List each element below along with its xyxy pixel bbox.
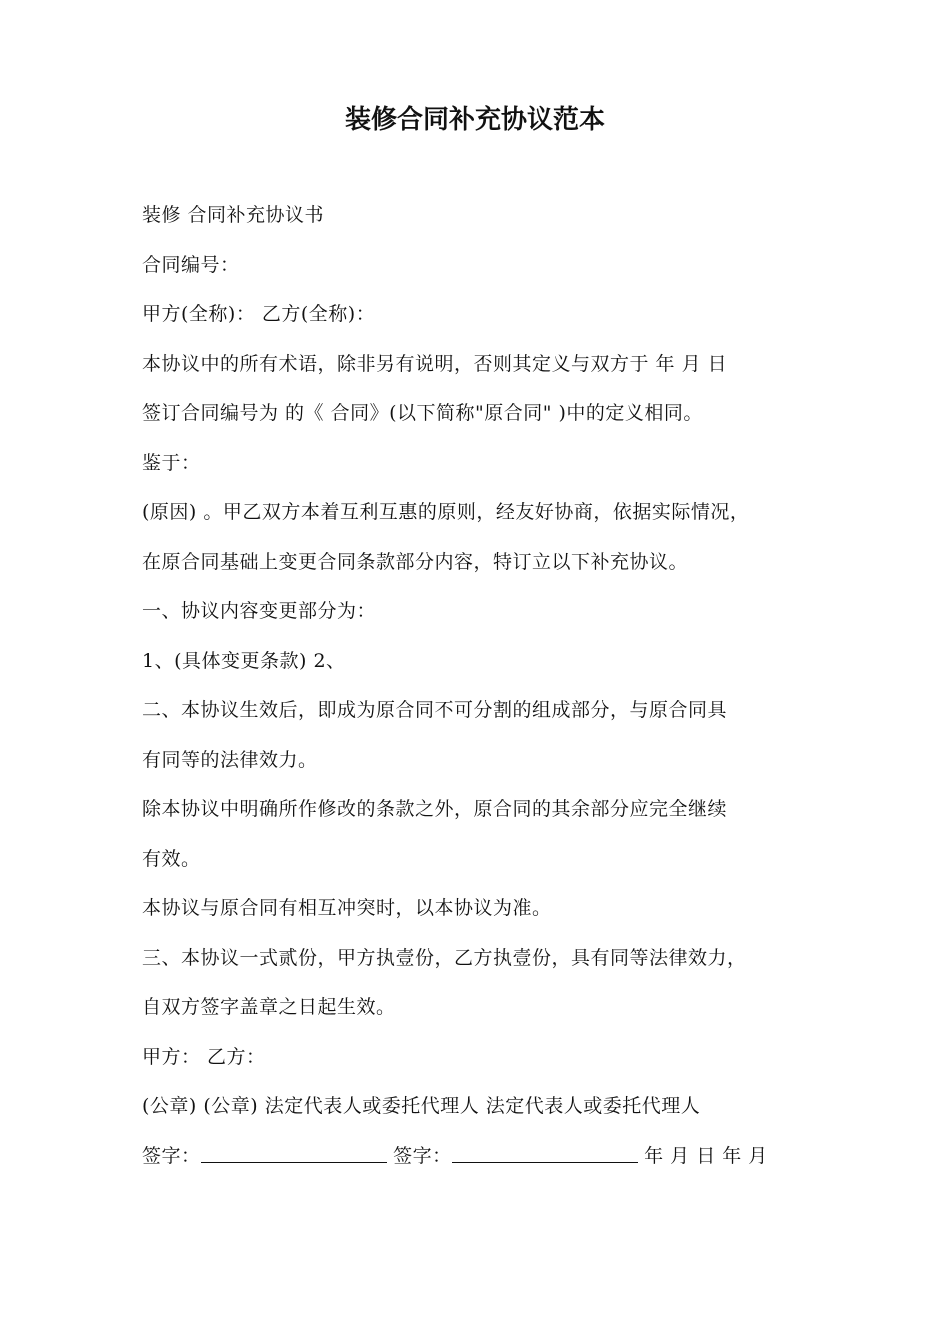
paragraph-line: 除本协议中明确所作修改的条款之外，原合同的其余部分应完全继续: [142, 798, 728, 820]
signature-label-party-b: 签字：: [393, 1144, 452, 1167]
paragraph-line: 本协议与原合同有相互冲突时，以本协议为准。: [142, 897, 552, 919]
document-body: [142, 191, 818, 1181]
document-title: 装修合同补充协议范本: [344, 105, 605, 135]
paragraph-line: 有同等的法律效力。: [142, 748, 318, 771]
paragraph-line: 合同编号：: [142, 253, 240, 276]
signature-blank-party-a[interactable]: [201, 1143, 387, 1163]
paragraph-line: 装修 合同补充协议书: [142, 204, 325, 226]
signature-line: [142, 1132, 818, 1182]
paragraph-line: 二、本协议生效后，即成为原合同不可分割的组成部分，与原合同具: [142, 699, 728, 721]
signature-label-party-a: 签字：: [142, 1144, 201, 1167]
paragraph-line: 1、(具体变更条款) 2、: [142, 649, 346, 672]
paragraph-line: 一、协议内容变更部分为：: [142, 600, 377, 622]
paragraph-line: 甲方(全称)： 乙方(全称)：: [142, 303, 376, 325]
paragraph-line: 本协议中的所有术语，除非另有说明，否则其定义与双方于 年 月 日: [142, 352, 728, 375]
paragraph-line: (公章) (公章) 法定代表人或委托代理人 法定代表人或委托代理人: [142, 1095, 701, 1117]
paragraph-line: 甲方： 乙方：: [142, 1045, 266, 1068]
signature-date-text: 年 月 日 年 月: [644, 1144, 768, 1167]
paragraph-line: 在原合同基础上变更合同条款部分内容，特订立以下补充协议。: [142, 550, 689, 573]
paragraph-line: (原因) 。甲乙双方本着互利互惠的原则，经友好协商，依据实际情况，: [142, 501, 750, 523]
signature-blank-party-b[interactable]: [452, 1143, 638, 1163]
paragraph-line: 签订合同编号为 的《 合同》(以下简称"原合同" )中的定义相同。: [142, 402, 703, 424]
paragraph-line: 有效。: [142, 847, 201, 870]
paragraph-line: 鉴于：: [142, 451, 201, 474]
paragraph-line: 三、本协议一式贰份，甲方执壹份，乙方执壹份，具有同等法律效力，: [142, 946, 747, 969]
paragraph-line: 自双方签字盖章之日起生效。: [142, 996, 396, 1018]
